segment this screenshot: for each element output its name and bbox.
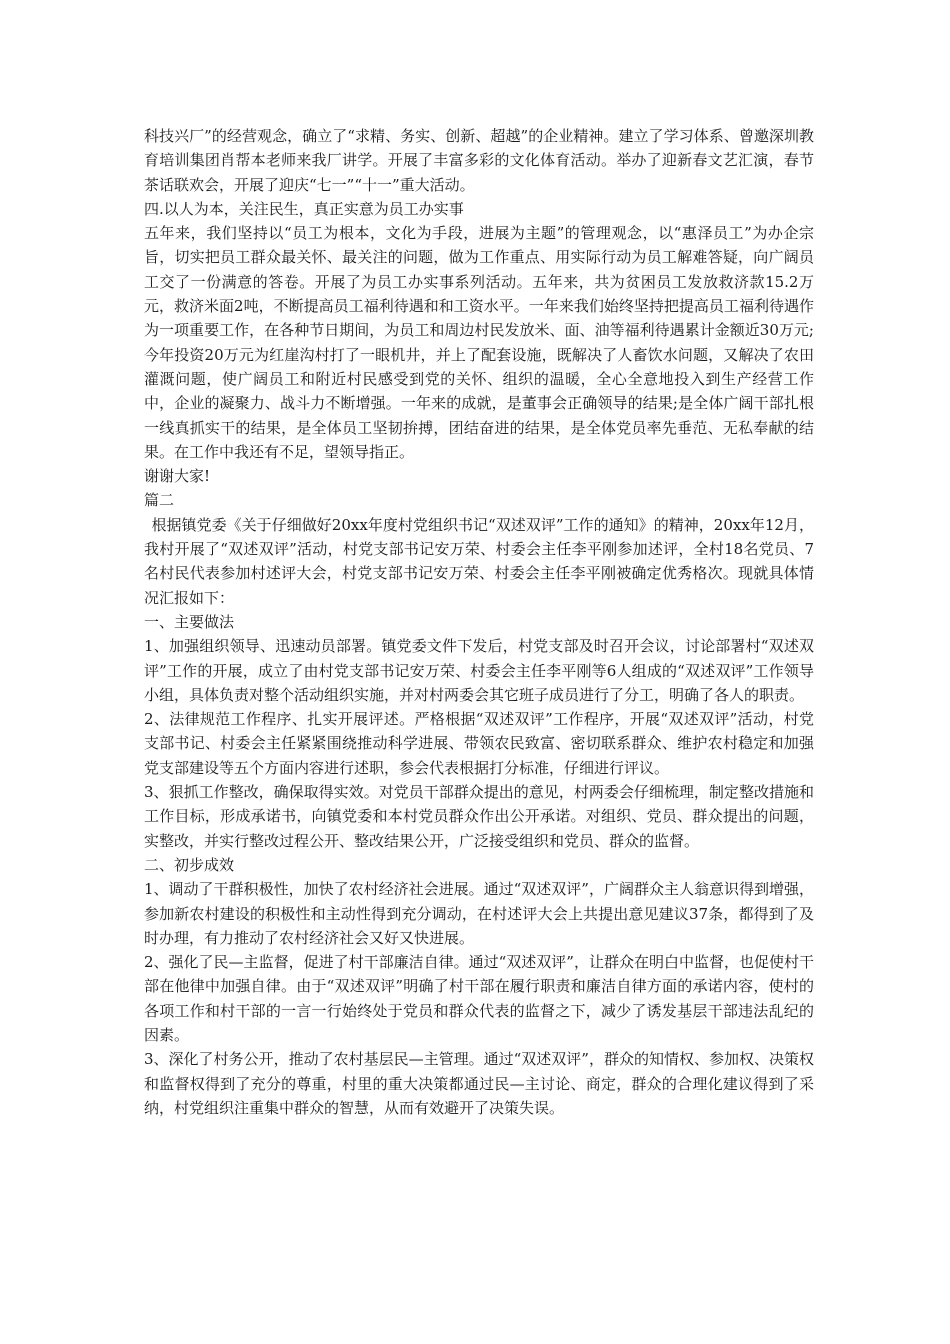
section-heading: 四.以人为本，关注民生，真正实意为员工办实事 bbox=[144, 199, 464, 218]
paragraph: 1、加强组织领导、迅速动员部署。镇党委文件下发后，村党支部及时召开会议，讨论部署村“双述双评”工作的开展，成立了由村党支部书记安万荣、村委会主任李平刚等6人组成的“双述双评”工作领导小组，具体负责对整个活动组织实施，并对村两委会其它班子成员进行了分工，明确了各人的职责。 bbox=[144, 637, 814, 704]
paragraph: 3、深化了村务公开，推动了农村基层民—主管理。通过“双述双评”，群众的知情权、参加权、决策权和监督权得到了充分的尊重，村里的重大决策都通过民—主讨论、商定，群众的合理化建议得到了采纳，村党组织注重集中群众的智慧，从而有效避开了决策失误。 bbox=[144, 1050, 814, 1117]
part-heading: 篇二 bbox=[144, 491, 175, 510]
paragraph: 3、狠抓工作整改，确保取得实效。对党员干部群众提出的意见，村两委会仔细梳理，制定整改措施和工作目标，形成承诺书，向镇党委和本村党员群众作出公开承诺。对组织、党员、群众提出的问题，实整改，并实行整改过程公开、整改结果公开，广泛接受组织和党员、群众的监督。 bbox=[144, 783, 814, 850]
closing-line: 谢谢大家! bbox=[144, 467, 211, 486]
paragraph: 2、法律规范工作程序、扎实开展评述。严格根据“双述双评”工作程序，开展“双述双评”活动，村党支部书记、村委会主任紧紧围绕推动科学进展、带领农民致富、密切联系群众、维护农村稳定和加强党支部建设等五个方面内容进行述职，参会代表根据打分标准，仔细进行评议。 bbox=[144, 710, 814, 777]
paragraph: 2、强化了民—主监督，促进了村干部廉洁自律。通过“双述双评”，让群众在明白中监督，也促使村干部在他律中加强自律。由于“双述双评”明确了村干部在履行职责和廉洁自律方面的承诺内容，使村的各项工作和村干部的一言一行始终处于党员和群众代表的监督之下，减少了诱发基层干部违法乱纪的因素。 bbox=[144, 953, 814, 1044]
document-body bbox=[144, 124, 814, 1120]
section-heading: 一、主要做法 bbox=[144, 612, 235, 631]
paragraph: 五年来，我们坚持以“员工为根本，文化为手段，进展为主题”的管理观念，以“惠泽员工”为办企宗旨，切实把员工群众最关怀、最关注的问题，做为工作重点、用实际行动为员工解难答疑，向广阔员工交了一份满意的答卷。开展了为员工办实事系列活动。五年来，共为贫困员工发放救济款15.2万元，救济米面2吨，不断提高员工福利待遇和和工资水平。一年来我们始终坚持把提高员工福利待遇作为一项重要工作，在各种节日期间，为员工和周边村民发放米、面、油等福利待遇累计金额近30万元;今年投资20万元为红崖沟村打了一眼机井，并上了配套设施，既解决了人畜饮水问题，又解决了农田灌溉问题，使广阔员工和附近村民感受到党的关怀、组织的温暖，全心全意地投入到生产经营工作中，企业的凝聚力、战斗力不断增强。一年来的成就，是董事会正确领导的结果;是全体广阔干部扎根一线真抓实干的结果，是全体员工坚韧拚搏，团结奋进的结果，是全体党员率先垂范、无私奉献的结果。在工作中我还有不足，望领导指正。 bbox=[144, 224, 814, 461]
paragraph: 根据镇党委《关于仔细做好20xx年度村党组织书记“双述双评”工作的通知》的精神，20xx年12月，我村开展了“双述双评”活动，村党支部书记安万荣、村委会主任李平刚参加述评，全村18名党员、7名村民代表参加村述评大会，村党支部书记安万荣、村委会主任李平刚被确定优秀格次。现就具体情况汇报如下： bbox=[144, 515, 814, 607]
section-heading: 二、初步成效 bbox=[144, 855, 235, 874]
paragraph: 科技兴厂”的经营观念，确立了“求精、务实、创新、超越”的企业精神。建立了学习体系、曾邀深圳教育培训集团肖帮本老师来我厂讲学。开展了丰富多彩的文化体育活动。举办了迎新春文艺汇演，春节茶话联欢会，开展了迎庆“七一”“十一”重大活动。 bbox=[144, 127, 814, 194]
paragraph: 1、调动了干群积极性，加快了农村经济社会进展。通过“双述双评”，广阔群众主人翁意识得到增强，参加新农村建设的积极性和主动性得到充分调动，在村述评大会上共提出意见建议37条，都得到了及时办理，有力推动了农村经济社会又好又快进展。 bbox=[144, 880, 814, 947]
